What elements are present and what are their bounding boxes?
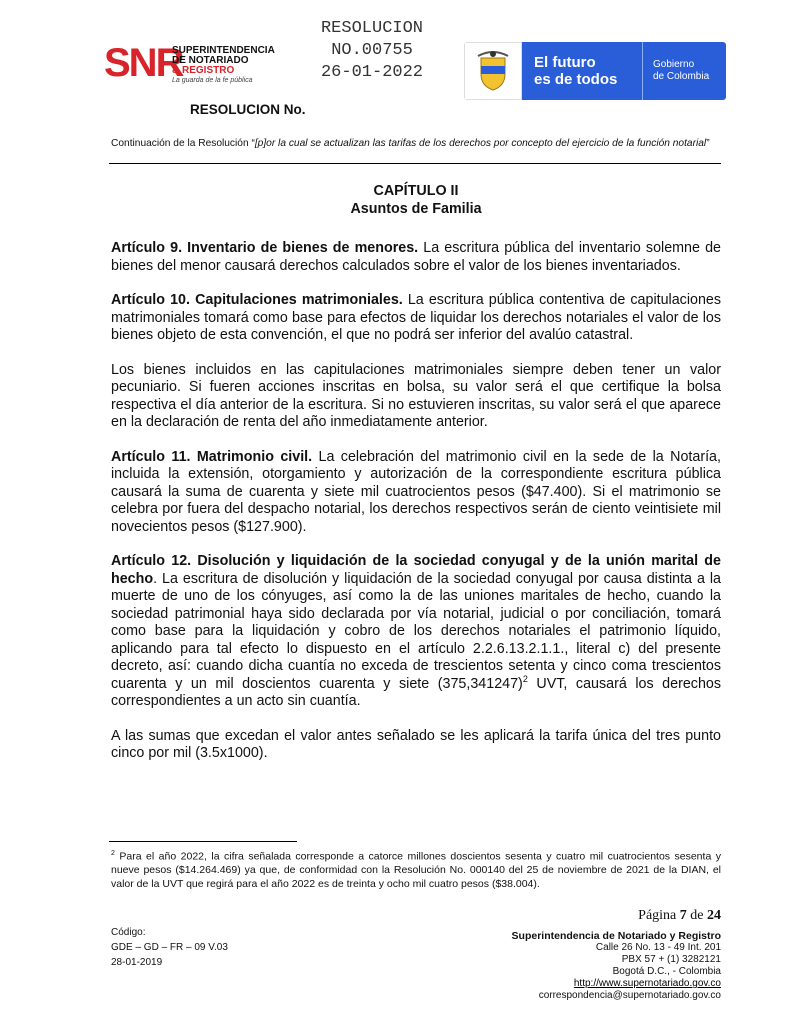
snr-logo-tagline: La guarda de la fe pública: [172, 77, 253, 84]
colombia-coat-of-arms-icon: [464, 42, 522, 100]
code-value: GDE – GD – FR – 09 V.03: [111, 942, 228, 953]
article-11: [111, 449, 721, 537]
resolution-label: RESOLUCION No.: [190, 102, 306, 117]
document-body: [111, 183, 721, 780]
article-12-text-end: UVT, causará los derechos correspondientes a un acto sin cuantía.: [111, 675, 721, 709]
article-9-text: La escritura pública del inventario solemne de bienes del menor causará derechos calculados sobre el valor de los bienes inventariados.: [111, 240, 721, 274]
footnote-divider: [109, 841, 297, 842]
chapter-title: CAPÍTULO II: [373, 183, 459, 199]
article-11-title: Artículo 11. Matrimonio civil.: [111, 448, 313, 465]
article-12-paragraph-2: A las sumas que excedan el valor antes señalado se les aplicará la tarifa única del tres punto cinco por mil (3.5x1000).: [111, 727, 721, 761]
article-9-title: Artículo 9. Inventario de bienes de menores.: [111, 240, 419, 256]
gov-slogan: [522, 42, 642, 100]
gov-slogan-line2: es de todos: [534, 71, 618, 88]
page-of: de: [686, 908, 707, 923]
chapter-subtitle: Asuntos de Familia: [350, 200, 482, 217]
article-10-title: Artículo 10. Capitulaciones matrimoniales.: [111, 292, 403, 308]
website-link[interactable]: http://www.supernotariado.gov.co: [573, 978, 721, 989]
continuation-quote: [p]or la cual se actualizan las tarifas de los derechos por concepto del ejercicio de la función notarial: [254, 138, 707, 149]
stamp-number: NO.00755: [331, 41, 413, 60]
page-total: 24: [707, 908, 721, 923]
page-word: Página: [638, 908, 680, 923]
snr-acronym: SNR: [104, 41, 183, 85]
code-label: Código:: [111, 927, 146, 938]
article-11-text: La celebración del matrimonio civil en la sede de la Notaría, incluida la extensión, otorgamiento y autorización de la correspondiente escritura pública causará la suma de cuarenta y siete mil cuatrocientos pesos ($47.400). Si el matrimonio se celebra por fuera del despacho notarial, los derechos respectivos serán de ciento veintisiete mil novecientos pesos ($127.900).: [111, 448, 721, 535]
snr-logo-line3: & REGISTRO: [172, 65, 235, 76]
contact-email: correspondencia@supernotariado.gov.co: [538, 990, 721, 1001]
snr-logo: [104, 40, 274, 92]
continuation-prefix: Continuación de la Resolución “: [111, 138, 255, 149]
page-number: [600, 908, 721, 924]
gov-slogan-line1: El futuro: [534, 54, 596, 71]
article-12-text: . La escritura de disolución y liquidación de la sociedad conyugal por causa distinta a la muerte de uno de los cónyuges, así como la de las uniones maritales de hecho, cuando la sociedad patrimonial haya sido declarada por vía notarial, judicial o por conciliación, tomará como base para la liquidación y cobro de los derechos notariales el patrimonio líquido, aplicando para tal efecto lo dispuesto en el artículo 2.2.6.13.2.1.1., literal c) del presente decreto, así: cuando dicha cuantía no exceda de trescientos setenta y cinco coma trescientos cuarenta y un mil doscientos cuarenta y siete (375,341247): [111, 570, 721, 692]
contact-org: Superintendencia de Notariado y Registro: [511, 930, 721, 942]
snr-logo-line2: DE NOTARIADO: [172, 55, 249, 66]
stamp-date: 26-01-2022: [320, 63, 424, 82]
gov-name: [642, 42, 726, 100]
gov-name-line2: de Colombia: [653, 71, 710, 82]
snr-logo-line1: SUPERINTENDENCIA: [172, 45, 275, 56]
contact-phone: PBX 57 + (1) 3282121: [621, 954, 721, 965]
gov-name-line1: Gobierno: [653, 59, 695, 70]
continuation-suffix: ”: [706, 138, 710, 149]
footnote-text: Para el año 2022, la cifra señalada corresponde a catorce millones doscientos sesenta y cuatro mil cuatrocientos sesenta y nueve pesos ($14.264.469) ya que, de conformidad con la Resolución No. 000140 del 25 de noviembre de 2021 de la DIAN, el valor de la UVT que regirá para el año 2022 es de treinta y ocho mil cuatro pesos ($38.004).: [111, 850, 721, 890]
chapter-heading: [111, 183, 721, 218]
contact-block: [440, 930, 721, 1002]
document-code: [111, 925, 228, 970]
government-banner: [464, 42, 726, 100]
snr-logo-text: [172, 46, 275, 86]
contact-city: Bogotá D.C., - Colombia: [612, 966, 721, 977]
article-12: [111, 553, 721, 711]
article-9: [111, 240, 721, 275]
footnote-number: 2: [111, 850, 115, 857]
article-10: [111, 292, 721, 345]
article-10-paragraph-2: Los bienes incluidos en las capitulaciones matrimoniales siempre deben tener un valor pecuniario. Si fueren acciones inscritas en bolsa, su valor será el que certifique la bolsa respectiva el día anterior de la escritura. Si no estuvieren inscritas, su valor será el que aparece en la declaración de renta del año inmediatamente anterior.: [111, 361, 721, 430]
article-10-text: La escritura pública contentiva de capitulaciones matrimoniales tomará como base para efectos de liquidar los derechos notariales el valor de los bienes objeto de esta convención, el que no podrá ser inferior del avalúo catastral.: [111, 292, 722, 343]
article-12-title: Artículo 12. Disolución y liquidación de la sociedad conyugal y de la unión marital de hecho: [111, 553, 721, 587]
resolution-stamp: [292, 18, 452, 84]
contact-address: Calle 26 No. 13 - 49 Int. 201: [595, 942, 721, 953]
footnote: [111, 847, 721, 891]
code-date: 28-01-2019: [111, 957, 163, 968]
footnote-ref: 2: [522, 673, 528, 684]
stamp-title: RESOLUCION: [320, 19, 424, 38]
continuation-note: [111, 137, 721, 150]
header-divider: [109, 163, 721, 164]
page-current: 7: [679, 908, 687, 923]
